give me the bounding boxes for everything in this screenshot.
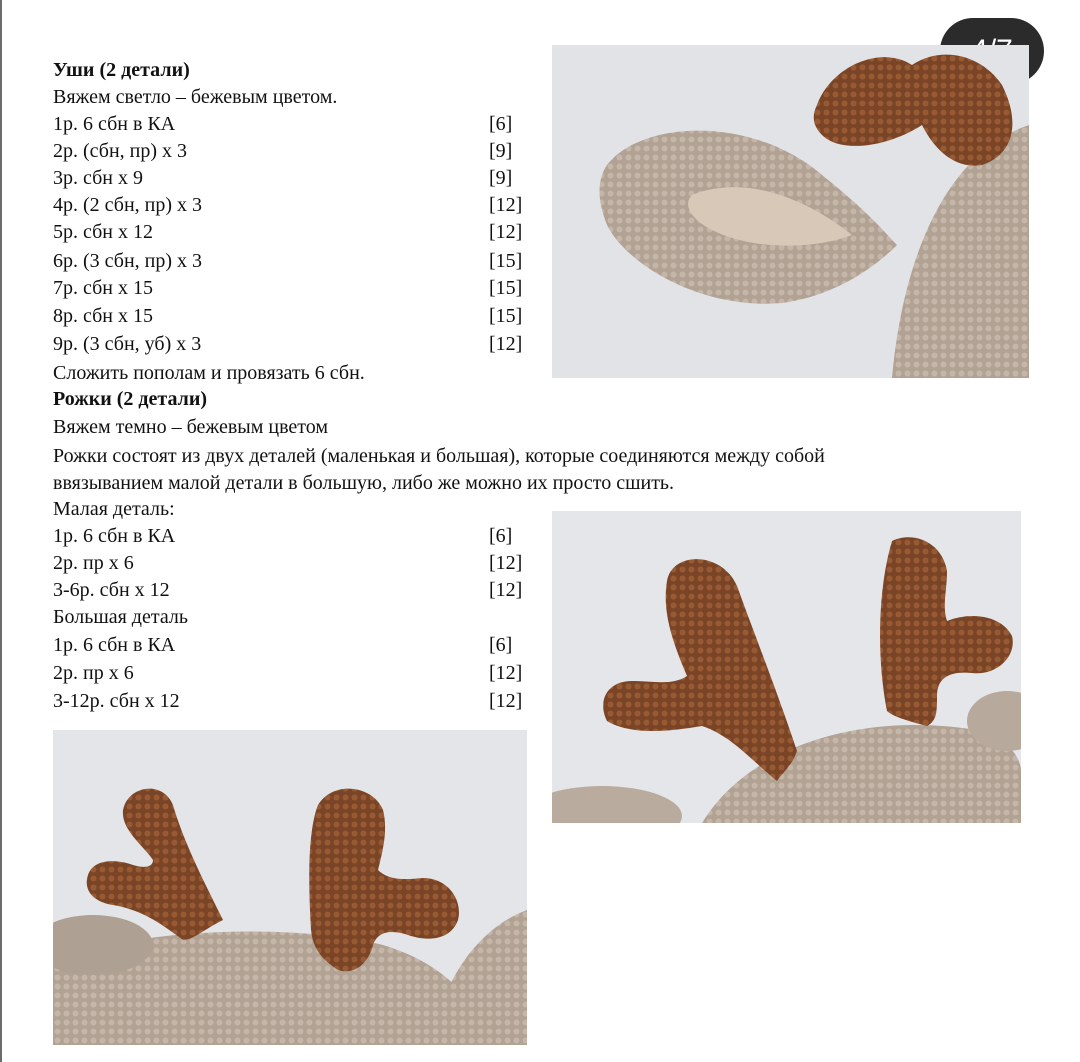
ears-row-text: 8р. сбн х 15 bbox=[53, 305, 153, 327]
ears-row-count: [9] bbox=[489, 167, 513, 189]
page-left-border bbox=[0, 0, 2, 1062]
ears-row-text: 2р. (сбн, пр) х 3 bbox=[53, 140, 188, 162]
horns-description-line: Рожки состоят из двух деталей (маленькая и большая), которые соединяются между собой bbox=[53, 445, 825, 467]
ears-row-count: [6] bbox=[489, 113, 513, 135]
big-part-row-text: 2р. пр х 6 bbox=[53, 662, 134, 684]
big-part-row-text: 1р. 6 сбн в КА bbox=[53, 634, 176, 656]
horns-section-title: Рожки (2 детали) bbox=[53, 388, 208, 410]
ears-row-count: [15] bbox=[489, 277, 523, 299]
ears-row-count: [12] bbox=[489, 221, 523, 243]
small-part-row-text: 1р. 6 сбн в КА bbox=[53, 525, 176, 547]
ears-row-text: 7р. сбн х 15 bbox=[53, 277, 153, 299]
ear-photo bbox=[552, 45, 1029, 378]
small-part-title: Малая деталь: bbox=[53, 498, 175, 520]
ears-color-note: Вяжем светло – бежевым цветом. bbox=[53, 86, 338, 108]
big-part-row-count: [12] bbox=[489, 662, 523, 684]
ears-row-count: [9] bbox=[489, 140, 513, 162]
ears-row-text: 4р. (2 сбн, пр) х 3 bbox=[53, 194, 203, 216]
big-part-title: Большая деталь bbox=[53, 606, 188, 628]
ears-section-title: Уши (2 детали) bbox=[53, 59, 190, 81]
horns-color-note: Вяжем темно – бежевым цветом bbox=[53, 416, 329, 438]
small-part-row-text: 3-6р. сбн х 12 bbox=[53, 579, 170, 601]
small-part-row-text: 2р. пр х 6 bbox=[53, 552, 134, 574]
big-part-row-count: [6] bbox=[489, 634, 513, 656]
ears-row-text: 3р. сбн х 9 bbox=[53, 167, 143, 189]
ears-row-count: [15] bbox=[489, 250, 523, 272]
horns-description-line: ввязыванием малой детали в большую, либо же можно их просто сшить. bbox=[53, 472, 675, 494]
small-part-row-count: [12] bbox=[489, 552, 523, 574]
ears-row-text: 9р. (3 сбн, уб) х 3 bbox=[53, 333, 202, 355]
small-part-row-count: [6] bbox=[489, 525, 513, 547]
ears-row-count: [12] bbox=[489, 194, 523, 216]
ears-row-text: 6р. (3 сбн, пр) х 3 bbox=[53, 250, 203, 272]
ears-finish-note: Сложить пополам и провязать 6 сбн. bbox=[53, 362, 365, 384]
ears-row-count: [15] bbox=[489, 305, 523, 327]
ears-row-text: 1р. 6 сбн в КА bbox=[53, 113, 176, 135]
big-part-row-text: 3-12р. сбн х 12 bbox=[53, 690, 180, 712]
ears-row-text: 5р. сбн х 12 bbox=[53, 221, 153, 243]
ears-row-count: [12] bbox=[489, 333, 523, 355]
antlers-photo-right bbox=[552, 511, 1021, 823]
antlers-photo-bottom bbox=[53, 730, 527, 1045]
big-part-row-count: [12] bbox=[489, 690, 523, 712]
small-part-row-count: [12] bbox=[489, 579, 523, 601]
